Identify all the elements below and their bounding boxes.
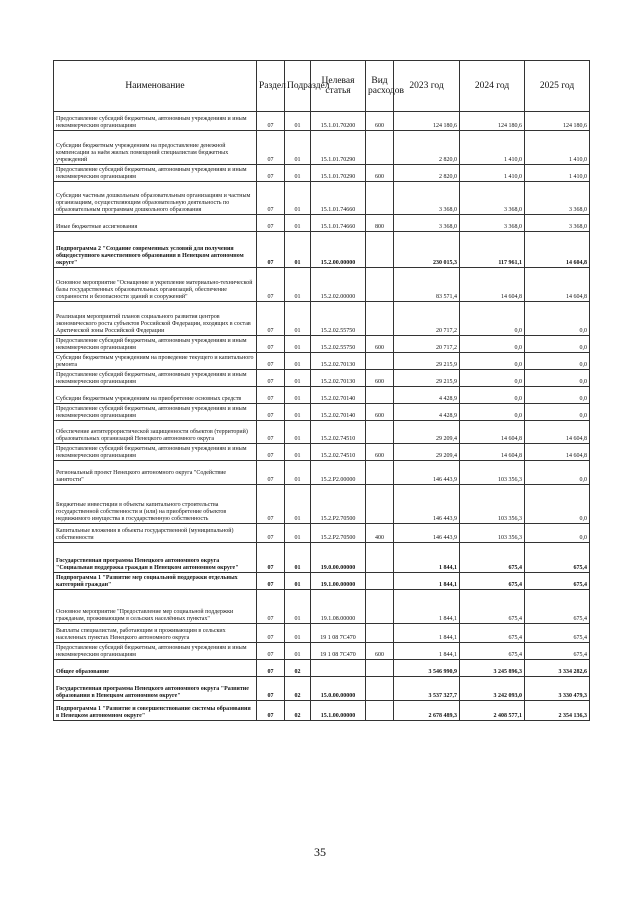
table-row <box>54 302 590 336</box>
table-row <box>54 232 590 268</box>
row-2025-value: 0,0 <box>525 353 590 370</box>
row-2023-value: 4 428,9 <box>394 387 460 404</box>
row-2025-value: 0,0 <box>525 302 590 336</box>
row-2025-value: 675,4 <box>525 590 590 624</box>
row-target-article-cell: 15.2.02.70140 <box>311 387 366 404</box>
row-expense-type-cell: 600 <box>366 370 394 387</box>
row-2025-value: 675,4 <box>525 643 590 660</box>
header-year-2025: 2025 год <box>525 61 590 112</box>
row-2023-value: 3 537 327,7 <box>394 677 460 701</box>
row-razdel-cell: 07 <box>257 485 285 524</box>
row-2023-value: 1 844,1 <box>394 643 460 660</box>
row-target-article-cell: 19 1 08 7C470 <box>311 643 366 660</box>
row-2025-value: 675,4 <box>525 543 590 573</box>
row-2025-value: 0,0 <box>525 404 590 421</box>
row-2023-value: 2 820,0 <box>394 165 460 182</box>
row-name-cell: Государственная программа Ненецкого автономного округа "Социальная поддержка граждан в Ненецком автономном округе" <box>54 543 257 573</box>
row-name-cell: Обеспечение антитеррористической защищенности объектов (территорий) образовательных организаций Ненецкого автономного округа <box>54 421 257 444</box>
row-razdel-cell: 07 <box>257 165 285 182</box>
table-row <box>54 421 590 444</box>
row-2024-value: 124 180,6 <box>460 112 525 131</box>
row-2025-value: 3 368,0 <box>525 182 590 215</box>
row-podrazdel-cell: 01 <box>285 485 311 524</box>
row-expense-type-cell: 400 <box>366 524 394 543</box>
row-expense-type-cell <box>366 624 394 643</box>
row-name-cell: Бюджетные инвестиции в объекты капитального строительства государственной собственности и (или) на приобретение объектов недвижимого имущества в государственную собственность <box>54 485 257 524</box>
row-podrazdel-cell: 01 <box>285 543 311 573</box>
row-target-article-cell: 15.2.02.70130 <box>311 353 366 370</box>
row-2023-value: 146 443,9 <box>394 461 460 485</box>
row-name-cell: Основное мероприятие "Предоставление мер социальной поддержки гражданам, проживающим в сельских населённых пунктах" <box>54 590 257 624</box>
table-row <box>54 573 590 590</box>
row-expense-type-cell: 600 <box>366 112 394 131</box>
row-razdel-cell: 07 <box>257 573 285 590</box>
row-razdel-cell: 07 <box>257 421 285 444</box>
table-body <box>54 112 590 721</box>
row-2023-value: 146 443,9 <box>394 524 460 543</box>
row-2023-value: 29 209,4 <box>394 421 460 444</box>
row-2024-value: 675,4 <box>460 590 525 624</box>
row-2025-value: 2 354 136,3 <box>525 701 590 721</box>
row-2024-value: 1 410,0 <box>460 131 525 165</box>
table-row <box>54 660 590 677</box>
row-expense-type-cell <box>366 182 394 215</box>
row-razdel-cell: 07 <box>257 701 285 721</box>
row-razdel-cell: 07 <box>257 215 285 232</box>
table-row <box>54 131 590 165</box>
row-podrazdel-cell: 01 <box>285 370 311 387</box>
row-expense-type-cell <box>366 543 394 573</box>
row-podrazdel-cell: 02 <box>285 701 311 721</box>
table-row <box>54 677 590 701</box>
row-expense-type-cell <box>366 421 394 444</box>
row-razdel-cell: 07 <box>257 112 285 131</box>
row-2024-value: 2 408 577,1 <box>460 701 525 721</box>
table-row <box>54 701 590 721</box>
row-expense-type-cell: 600 <box>366 643 394 660</box>
row-name-cell: Предоставление субсидий бюджетным, автономным учреждениям и иным некоммерческим организациям <box>54 165 257 182</box>
row-2024-value: 675,4 <box>460 573 525 590</box>
row-razdel-cell: 07 <box>257 643 285 660</box>
row-target-article-cell: 15.2.P2.00000 <box>311 461 366 485</box>
row-2024-value: 1 410,0 <box>460 165 525 182</box>
row-2023-value: 124 180,6 <box>394 112 460 131</box>
row-target-article-cell: 15.2.02.70130 <box>311 370 366 387</box>
row-name-cell: Выплаты специалистам, работающим и проживающим в сельских населенных пунктах Ненецкого автономного округа <box>54 624 257 643</box>
row-2023-value: 1 844,1 <box>394 624 460 643</box>
row-2024-value: 14 604,8 <box>460 421 525 444</box>
row-2024-value: 117 961,1 <box>460 232 525 268</box>
header-name: Наименование <box>54 61 257 112</box>
table-row <box>54 112 590 131</box>
row-2023-value: 4 428,9 <box>394 404 460 421</box>
row-expense-type-cell <box>366 677 394 701</box>
row-podrazdel-cell: 01 <box>285 165 311 182</box>
budget-table <box>53 60 590 721</box>
row-expense-type-cell: 800 <box>366 215 394 232</box>
table-row <box>54 624 590 643</box>
header-year-2023: 2023 год <box>394 61 460 112</box>
row-target-article-cell: 15.2.00.00000 <box>311 232 366 268</box>
row-2025-value: 14 604,8 <box>525 444 590 461</box>
row-podrazdel-cell: 01 <box>285 131 311 165</box>
row-name-cell: Предоставление субсидий бюджетным, автономным учреждениям и иным некоммерческим организациям <box>54 404 257 421</box>
row-podrazdel-cell: 01 <box>285 624 311 643</box>
row-expense-type-cell: 600 <box>366 444 394 461</box>
row-name-cell: Субсидии бюджетным учреждениям на приобретение основных средств <box>54 387 257 404</box>
row-name-cell: Предоставление субсидий бюджетным, автономным учреждениям и иным некоммерческим организациям <box>54 370 257 387</box>
row-name-cell: Иные бюджетные ассигнования <box>54 215 257 232</box>
row-target-article-cell: 19.1.00.00000 <box>311 573 366 590</box>
row-name-cell: Капитальные вложения в объекты государственной (муниципальной) собственности <box>54 524 257 543</box>
row-2024-value: 103 356,3 <box>460 485 525 524</box>
row-podrazdel-cell: 01 <box>285 336 311 353</box>
row-expense-type-cell <box>366 660 394 677</box>
row-2024-value: 3 242 093,0 <box>460 677 525 701</box>
header-razdel: Раздел <box>257 61 285 112</box>
table-row <box>54 590 590 624</box>
row-target-article-cell: 15.2.02.74510 <box>311 444 366 461</box>
row-podrazdel-cell: 01 <box>285 268 311 302</box>
table-row <box>54 444 590 461</box>
row-razdel-cell: 07 <box>257 543 285 573</box>
row-podrazdel-cell: 01 <box>285 353 311 370</box>
row-2024-value: 3 245 896,3 <box>460 660 525 677</box>
row-2023-value: 146 443,9 <box>394 485 460 524</box>
table-row <box>54 353 590 370</box>
row-target-article-cell: 15.1.01.74660 <box>311 182 366 215</box>
row-2023-value: 1 844,1 <box>394 543 460 573</box>
row-expense-type-cell <box>366 387 394 404</box>
table-row <box>54 215 590 232</box>
row-2024-value: 675,4 <box>460 543 525 573</box>
row-expense-type-cell <box>366 353 394 370</box>
row-2024-value: 103 356,3 <box>460 524 525 543</box>
row-target-article-cell: 15.1.01.70200 <box>311 112 366 131</box>
row-target-article-cell: 15.1.00.00000 <box>311 701 366 721</box>
row-target-article-cell: 15.2.02.74510 <box>311 421 366 444</box>
row-2023-value: 1 844,1 <box>394 573 460 590</box>
table-header-row <box>54 61 590 112</box>
row-2023-value: 20 717,2 <box>394 336 460 353</box>
table-row <box>54 182 590 215</box>
row-razdel-cell: 07 <box>257 268 285 302</box>
table-row <box>54 165 590 182</box>
table-row <box>54 543 590 573</box>
row-expense-type-cell <box>366 461 394 485</box>
row-razdel-cell: 07 <box>257 677 285 701</box>
row-2024-value: 3 368,0 <box>460 215 525 232</box>
row-name-cell: Предоставление субсидий бюджетным, автономным учреждениям и иным некоммерческим организациям <box>54 336 257 353</box>
row-target-article-cell: 15.2.P2.70500 <box>311 524 366 543</box>
row-expense-type-cell: 600 <box>366 165 394 182</box>
header-podrazdel: Подраздел <box>285 61 311 112</box>
row-razdel-cell: 07 <box>257 336 285 353</box>
row-2024-value: 0,0 <box>460 387 525 404</box>
row-2024-value: 103 356,3 <box>460 461 525 485</box>
header-expense-type: Вид расходов <box>366 61 394 112</box>
page-number: 35 <box>314 845 326 859</box>
row-2025-value: 0,0 <box>525 461 590 485</box>
row-2023-value: 3 368,0 <box>394 215 460 232</box>
header-year-2024: 2024 год <box>460 61 525 112</box>
row-name-cell: Подпрограмма 1 "Развитие и совершенствование системы образования в Ненецком автономном округе" <box>54 701 257 721</box>
row-2024-value: 0,0 <box>460 353 525 370</box>
row-2023-value: 1 844,1 <box>394 590 460 624</box>
row-2023-value: 83 571,4 <box>394 268 460 302</box>
row-razdel-cell: 07 <box>257 524 285 543</box>
row-expense-type-cell: 600 <box>366 336 394 353</box>
row-name-cell: Общее образование <box>54 660 257 677</box>
table-row <box>54 643 590 660</box>
row-target-article-cell: 19 1 08 7C470 <box>311 624 366 643</box>
header-target-article: Целевая статья <box>311 61 366 112</box>
row-razdel-cell: 07 <box>257 590 285 624</box>
table-row <box>54 485 590 524</box>
table-row <box>54 370 590 387</box>
row-2024-value: 675,4 <box>460 624 525 643</box>
row-razdel-cell: 07 <box>257 444 285 461</box>
row-name-cell: Предоставление субсидий бюджетным, автономным учреждениям и иным некоммерческим организациям <box>54 444 257 461</box>
row-expense-type-cell: 600 <box>366 404 394 421</box>
row-name-cell: Подпрограмма 1 "Развитие мер социальной поддержки отдельных категорий граждан" <box>54 573 257 590</box>
row-2024-value: 14 604,8 <box>460 268 525 302</box>
row-podrazdel-cell: 01 <box>285 232 311 268</box>
row-razdel-cell: 07 <box>257 182 285 215</box>
row-razdel-cell: 07 <box>257 387 285 404</box>
row-podrazdel-cell: 01 <box>285 387 311 404</box>
row-2024-value: 0,0 <box>460 302 525 336</box>
row-target-article-cell: 15.1.01.70290 <box>311 165 366 182</box>
row-razdel-cell: 07 <box>257 232 285 268</box>
row-target-article-cell: 15.1.01.70290 <box>311 131 366 165</box>
row-2025-value: 0,0 <box>525 370 590 387</box>
row-razdel-cell: 07 <box>257 461 285 485</box>
row-2025-value: 3 330 479,3 <box>525 677 590 701</box>
row-podrazdel-cell: 02 <box>285 677 311 701</box>
row-2025-value: 14 604,8 <box>525 232 590 268</box>
row-name-cell: Субсидии бюджетным учреждениям на предоставление денежной компенсации за наём жилых помещений специалистам бюджетных учреждений <box>54 131 257 165</box>
row-expense-type-cell <box>366 485 394 524</box>
row-2025-value: 0,0 <box>525 524 590 543</box>
row-name-cell: Субсидии частным дошкольным образовательным организациям и частным организациям, осуществляющим образовательную деятельность по образовательным программам дошкольного образования <box>54 182 257 215</box>
row-razdel-cell: 07 <box>257 404 285 421</box>
row-expense-type-cell <box>366 232 394 268</box>
row-target-article-cell: 15.2.P2.70500 <box>311 485 366 524</box>
row-podrazdel-cell: 02 <box>285 660 311 677</box>
row-2024-value: 0,0 <box>460 370 525 387</box>
row-name-cell: Подпрограмма 2 "Создание современных условий для получения общедоступного качественного образования в Ненецком автономном округе" <box>54 232 257 268</box>
row-2025-value: 3 368,0 <box>525 215 590 232</box>
row-name-cell: Предоставление субсидий бюджетным, автономным учреждениям и иным некоммерческим организациям <box>54 112 257 131</box>
row-2025-value: 3 334 282,6 <box>525 660 590 677</box>
row-podrazdel-cell: 01 <box>285 444 311 461</box>
row-target-article-cell: 15.0.00.00000 <box>311 677 366 701</box>
row-target-article-cell <box>311 660 366 677</box>
row-2024-value: 0,0 <box>460 336 525 353</box>
table-row <box>54 336 590 353</box>
row-razdel-cell: 07 <box>257 302 285 336</box>
row-podrazdel-cell: 01 <box>285 182 311 215</box>
row-2025-value: 1 410,0 <box>525 165 590 182</box>
row-2025-value: 675,4 <box>525 624 590 643</box>
row-name-cell: Региональный проект Ненецкого автономного округа "Содействие занятости" <box>54 461 257 485</box>
row-expense-type-cell <box>366 131 394 165</box>
row-name-cell: Реализация мероприятий планов социального развития центров экономического роста субъектов Российской Федерации, входящих в состав Арктической зоны Российской Федерации <box>54 302 257 336</box>
table-row <box>54 268 590 302</box>
row-razdel-cell: 07 <box>257 131 285 165</box>
row-target-article-cell: 19.0.00.00000 <box>311 543 366 573</box>
row-2025-value: 1 410,0 <box>525 131 590 165</box>
row-expense-type-cell <box>366 302 394 336</box>
row-2025-value: 0,0 <box>525 485 590 524</box>
row-podrazdel-cell: 01 <box>285 302 311 336</box>
row-expense-type-cell <box>366 590 394 624</box>
row-podrazdel-cell: 01 <box>285 112 311 131</box>
row-2023-value: 20 717,2 <box>394 302 460 336</box>
row-podrazdel-cell: 01 <box>285 215 311 232</box>
row-2023-value: 3 546 990,9 <box>394 660 460 677</box>
row-2025-value: 0,0 <box>525 336 590 353</box>
row-expense-type-cell <box>366 268 394 302</box>
table-row <box>54 461 590 485</box>
row-2025-value: 0,0 <box>525 387 590 404</box>
row-target-article-cell: 15.2.02.70140 <box>311 404 366 421</box>
row-2025-value: 14 604,8 <box>525 268 590 302</box>
row-razdel-cell: 07 <box>257 624 285 643</box>
row-2024-value: 675,4 <box>460 643 525 660</box>
row-expense-type-cell <box>366 573 394 590</box>
row-2024-value: 0,0 <box>460 404 525 421</box>
table-row <box>54 387 590 404</box>
row-2025-value: 14 604,8 <box>525 421 590 444</box>
row-2023-value: 230 015,3 <box>394 232 460 268</box>
row-2023-value: 2 820,0 <box>394 131 460 165</box>
row-name-cell: Предоставление субсидий бюджетным, автономным учреждениям и иным некоммерческим организациям <box>54 643 257 660</box>
row-razdel-cell: 07 <box>257 370 285 387</box>
row-2023-value: 29 215,9 <box>394 370 460 387</box>
row-target-article-cell: 15.2.02.55750 <box>311 336 366 353</box>
row-name-cell: Субсидии бюджетным учреждениям на проведение текущего и капитального ремонта <box>54 353 257 370</box>
row-2025-value: 124 180,6 <box>525 112 590 131</box>
row-target-article-cell: 15.2.02.55750 <box>311 302 366 336</box>
row-2023-value: 2 678 489,3 <box>394 701 460 721</box>
row-podrazdel-cell: 01 <box>285 404 311 421</box>
table-row <box>54 404 590 421</box>
row-2023-value: 3 368,0 <box>394 182 460 215</box>
row-2024-value: 14 604,8 <box>460 444 525 461</box>
row-podrazdel-cell: 01 <box>285 643 311 660</box>
row-2025-value: 675,4 <box>525 573 590 590</box>
row-2024-value: 3 368,0 <box>460 182 525 215</box>
row-target-article-cell: 15.1.01.74660 <box>311 215 366 232</box>
row-razdel-cell: 07 <box>257 353 285 370</box>
row-target-article-cell: 15.2.02.00000 <box>311 268 366 302</box>
row-expense-type-cell <box>366 701 394 721</box>
row-2023-value: 29 215,9 <box>394 353 460 370</box>
row-2023-value: 29 209,4 <box>394 444 460 461</box>
row-podrazdel-cell: 01 <box>285 421 311 444</box>
table-row <box>54 524 590 543</box>
row-podrazdel-cell: 01 <box>285 461 311 485</box>
row-name-cell: Государственная программа Ненецкого автономного округа "Развитие образования в Ненецком автономном округе" <box>54 677 257 701</box>
row-podrazdel-cell: 01 <box>285 590 311 624</box>
row-podrazdel-cell: 01 <box>285 573 311 590</box>
row-podrazdel-cell: 01 <box>285 524 311 543</box>
row-target-article-cell: 19.1.08.00000 <box>311 590 366 624</box>
row-name-cell: Основное мероприятие "Оснащение и укрепление материально-технической базы государственных образовательных организаций, обеспечение сохранности и безопасности зданий и сооружений" <box>54 268 257 302</box>
row-razdel-cell: 07 <box>257 660 285 677</box>
